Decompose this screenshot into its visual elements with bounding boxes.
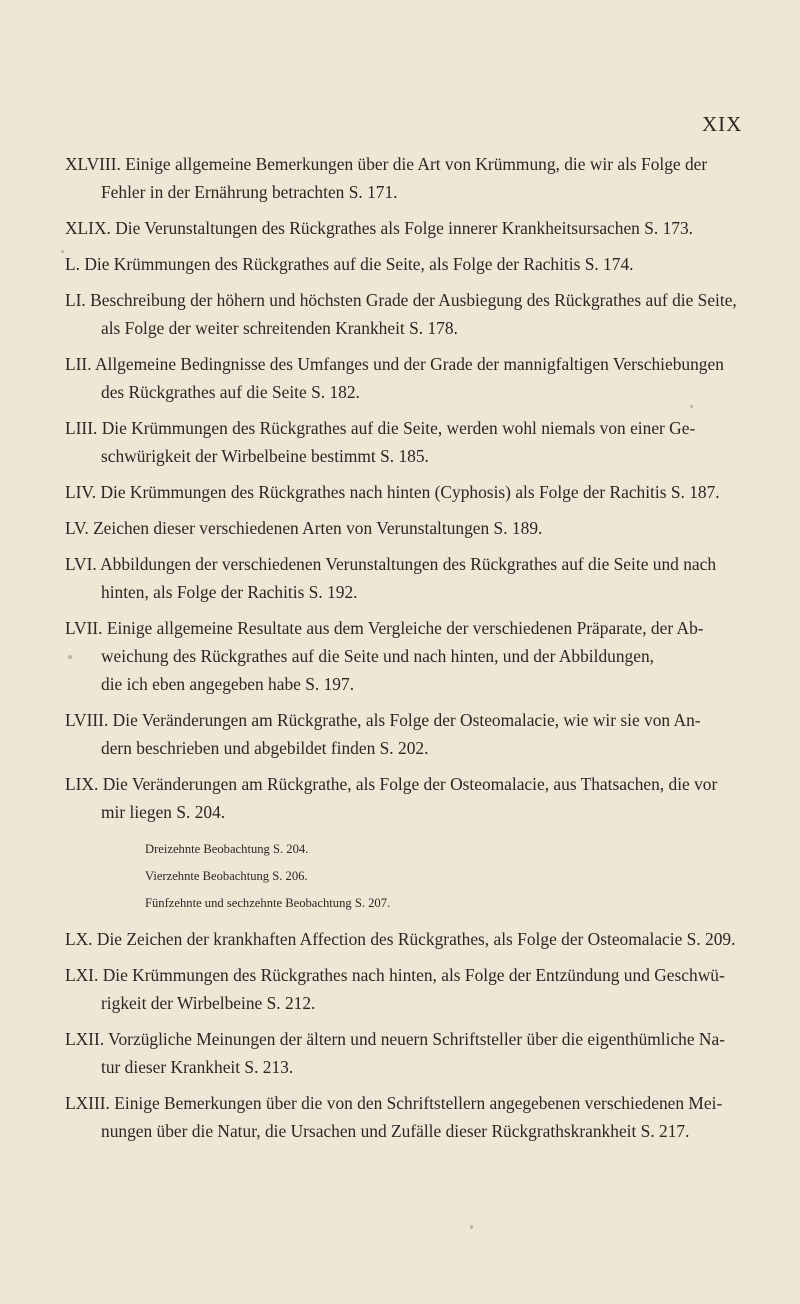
paper-speck [690,405,693,408]
entry-text-continued: dern beschrieben und abgebildet finden S. 202. [101,738,429,758]
entry-text: Einige allgemeine Resultate aus dem Vergleiche der verschiedenen Präparate, der Ab- [106,618,704,638]
entry-text: Die Veränderungen am Rückgrathe, als Folge der Osteomalacie, wie wir sie von An- [112,710,701,730]
toc-entry-56 [65,550,765,606]
entry-text: Die Krümmungen des Rückgrathes auf die Seite, werden wohl niemals von einer Ge- [101,418,696,438]
toc-entry-61 [65,961,765,1017]
entry-text-continued: als Folge der weiter schreitenden Krankheit S. 178. [101,318,458,338]
entry-text: Die Zeichen der krankhaften Affection des Rückgrathes, als Folge der Osteomalacie S. 209. [96,929,736,949]
entry-number: LV. [65,518,89,538]
entry-number: LI. [65,290,86,310]
toc-entry-49 [65,214,765,242]
entry-text: Beschreibung der höhern und höchsten Grade der Ausbiegung des Rückgrathes auf die Seite, [90,290,737,310]
toc-entry-59 [65,770,765,917]
entry-text-continued: die ich eben angegeben habe S. 197. [101,674,355,694]
entry-number: LVI. [65,554,97,574]
entry-text-continued: tur dieser Krankheit S. 213. [101,1057,294,1077]
entry-text-continued: weichung des Rückgrathes auf die Seite und nach hinten, und der Abbildungen, [101,646,654,666]
paper-speck [470,1225,473,1229]
entry-number: XLIX. [65,218,111,238]
entry-text-continued: des Rückgrathes auf die Seite S. 182. [101,382,360,402]
entry-text: Zeichen dieser verschiedenen Arten von Verunstaltungen S. 189. [93,518,543,538]
entry-text-continued: mir liegen S. 204. [101,802,226,822]
entry-text: Die Verunstaltungen des Rückgrathes als Folge innerer Krankheitsursachen S. 173. [115,218,694,238]
toc-entry-54 [65,478,765,506]
observation-item: Fünfzehnte und sechzehnte Beobachtung S. 207. [145,896,391,910]
entry-number: L. [65,254,80,274]
entry-text: Allgemeine Bedingnisse des Umfanges und der Grade der mannigfaltigen Verschiebungen [94,354,724,374]
entry-text: Einige allgemeine Bemerkungen über die Art von Krümmung, die wir als Folge der [125,154,708,174]
observation-item: Vierzehnte Beobachtung S. 206. [145,869,308,883]
page-number: XIX [702,112,743,136]
entry-number: LXI. [65,965,99,985]
entry-number: LIX. [65,774,99,794]
toc-entry-58 [65,706,765,762]
paper-speck [68,655,72,659]
toc-entry-55 [65,514,765,542]
entry-text-continued: hinten, als Folge der Rachitis S. 192. [101,582,358,602]
entry-text-continued: Fehler in der Ernährung betrachten S. 171. [101,182,398,202]
entry-number: LIV. [65,482,97,502]
entry-text: Die Krümmungen des Rückgrathes nach hinten, als Folge der Entzündung und Geschwü- [102,965,725,985]
entry-text-continued: rigkeit der Wirbelbeine S. 212. [101,993,316,1013]
entry-text-continued: schwürigkeit der Wirbelbeine bestimmt S. 185. [101,446,429,466]
entry-number: LXIII. [65,1093,110,1113]
table-of-contents [65,150,765,1153]
entry-text: Einige Bemerkungen über die von den Schriftstellern angegebenen verschiedenen Mei- [114,1093,723,1113]
entry-text: Abbildungen der verschiedenen Verunstaltungen des Rückgrathes auf die Seite und nach [100,554,717,574]
entry-text: Vorzügliche Meinungen der ältern und neuern Schriftsteller über die eigenthümliche Na- [108,1029,726,1049]
toc-entry-53 [65,414,765,470]
observation-item: Dreizehnte Beobachtung S. 204. [145,842,309,856]
entry-number: LXII. [65,1029,105,1049]
toc-entry-52 [65,350,765,406]
entry-number: LIII. [65,418,98,438]
entry-number: LVIII. [65,710,109,730]
toc-entry-50 [65,250,765,278]
entry-text-continued: nungen über die Natur, die Ursachen und Zufälle dieser Rückgrathskrankheit S. 217. [101,1121,690,1141]
toc-entry-62 [65,1025,765,1081]
entry-number: LII. [65,354,92,374]
entry-number: LX. [65,929,93,949]
entry-number: XLVIII. [65,154,121,174]
entry-text: Die Krümmungen des Rückgrathes nach hinten (Cyphosis) als Folge der Rachitis S. 187. [100,482,720,502]
entry-number: LVII. [65,618,103,638]
toc-entry-63 [65,1089,765,1145]
observation-list [65,836,765,917]
entry-text: Die Veränderungen am Rückgrathe, als Folge der Osteomalacie, aus Thatsachen, die vor [102,774,718,794]
toc-entry-60 [65,925,765,953]
paper-speck [61,250,64,253]
toc-entry-51 [65,286,765,342]
toc-entry-57 [65,614,765,698]
entry-text: Die Krümmungen des Rückgrathes auf die Seite, als Folge der Rachitis S. 174. [84,254,634,274]
toc-entry-48 [65,150,765,206]
